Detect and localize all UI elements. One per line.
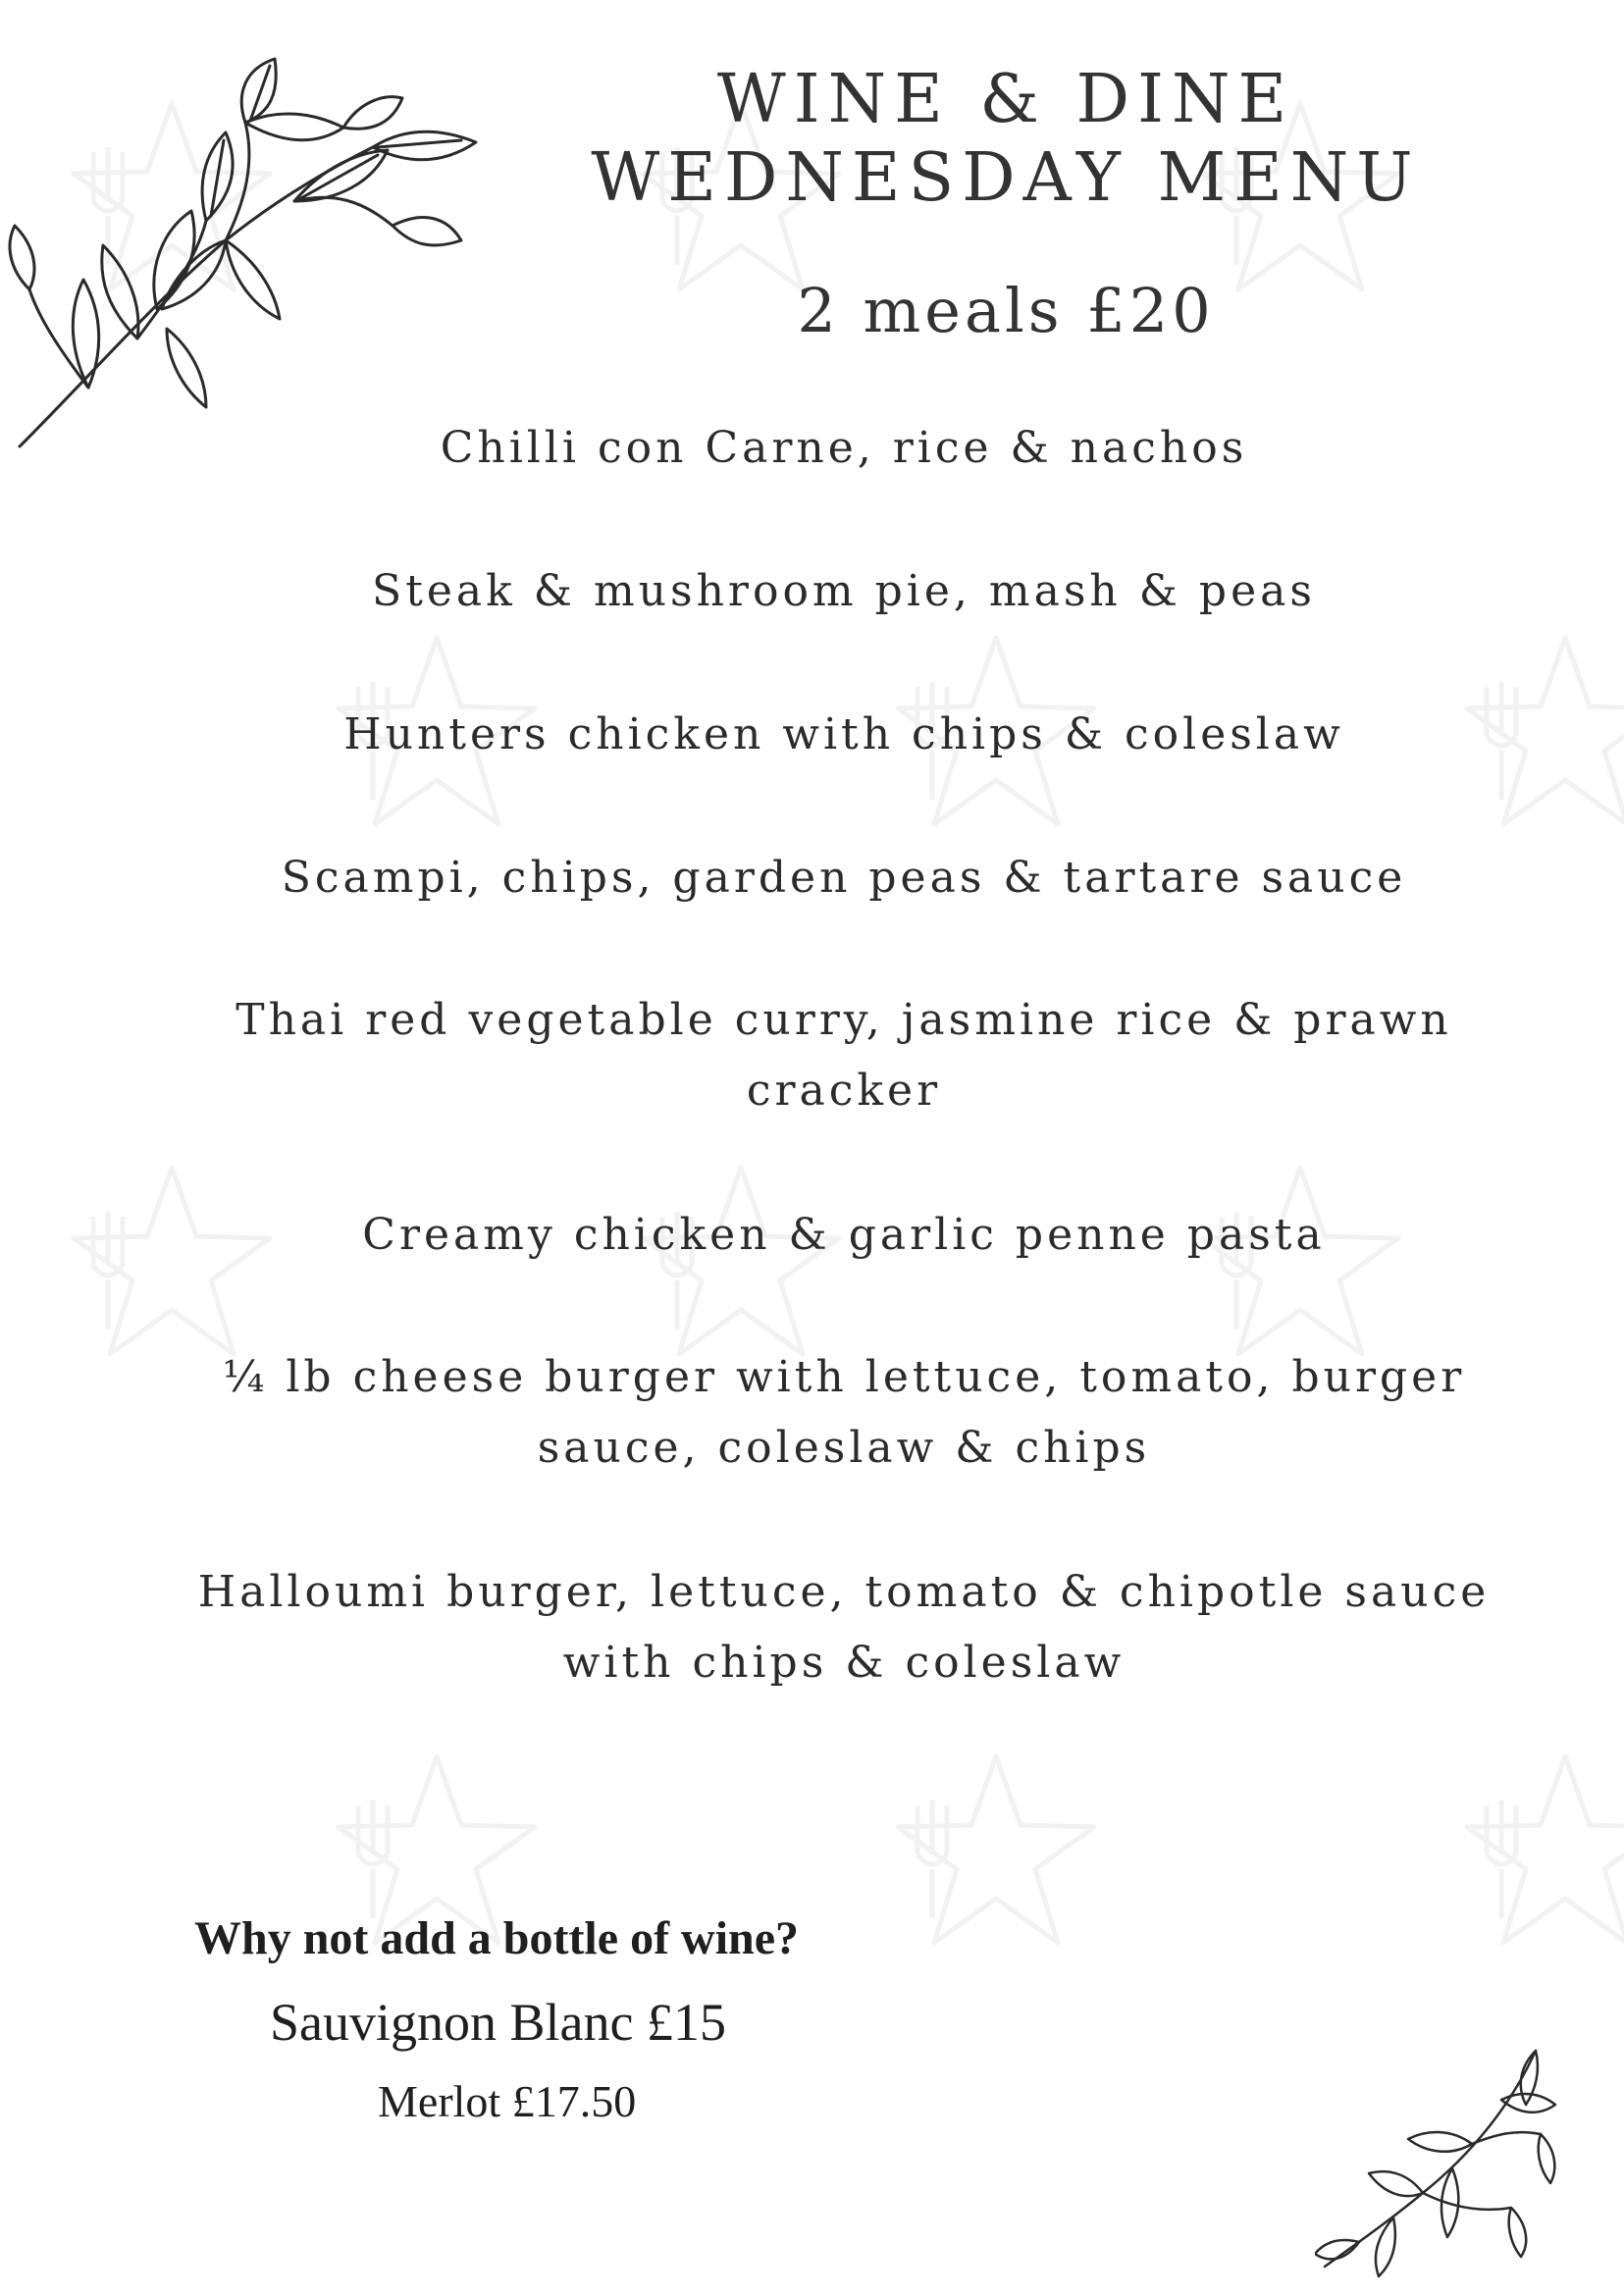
menu-item-line: Halloumi burger, lettuce, tomato & chipotle sauce: [197, 1567, 1491, 1617]
menu-item-line-2: with chips & coleslaw: [562, 1638, 1126, 1688]
title-line-1: WINE & DINE: [716, 61, 1295, 138]
menu-item: [167, 843, 1521, 913]
menu-item: [167, 985, 1521, 1126]
menu-item-line: Creamy chicken & garlic penne pasta: [362, 1210, 1326, 1260]
fork-star-icon: [883, 1747, 1109, 1962]
menu-item-line: Chilli con Carne, rice & nachos: [440, 423, 1248, 473]
menu-item-line: ¼ lb cheese burger with lettuce, tomato, burger: [222, 1352, 1466, 1402]
leaf-branch-small-icon: [1315, 2046, 1565, 2296]
menu-item-line-2: cracker: [746, 1066, 942, 1116]
leaf-branch-icon: [0, 54, 491, 466]
fork-star-icon: [1452, 1747, 1624, 1962]
menu-item: [167, 1557, 1521, 1698]
title-line-2: WEDNESDAY MENU: [591, 139, 1421, 217]
menu-subtitle: 2 meals £20: [797, 275, 1215, 346]
menu-item: [167, 413, 1521, 484]
menu-title: [550, 61, 1462, 218]
wine-question: Why not add a bottle of wine?: [194, 1912, 800, 1964]
menu-item: [167, 556, 1521, 627]
menu-item: [167, 1200, 1521, 1271]
wine-option-sauvignon: Sauvignon Blanc £15: [270, 1993, 726, 2052]
menu-item-line: Hunters chicken with chips & coleslaw: [343, 709, 1344, 759]
menu-item-line: Thai red vegetable curry, jasmine rice & prawn: [236, 995, 1452, 1045]
menu-item-line-2: sauce, coleslaw & chips: [537, 1423, 1151, 1473]
wine-option-merlot: Merlot £17.50: [378, 2076, 637, 2126]
menu-item-line: Steak & mushroom pie, mash & peas: [372, 566, 1316, 616]
menu-item: [167, 1342, 1521, 1484]
menu-item: [167, 700, 1521, 770]
menu-item-line: Scampi, chips, garden peas & tartare sauce: [281, 853, 1407, 903]
